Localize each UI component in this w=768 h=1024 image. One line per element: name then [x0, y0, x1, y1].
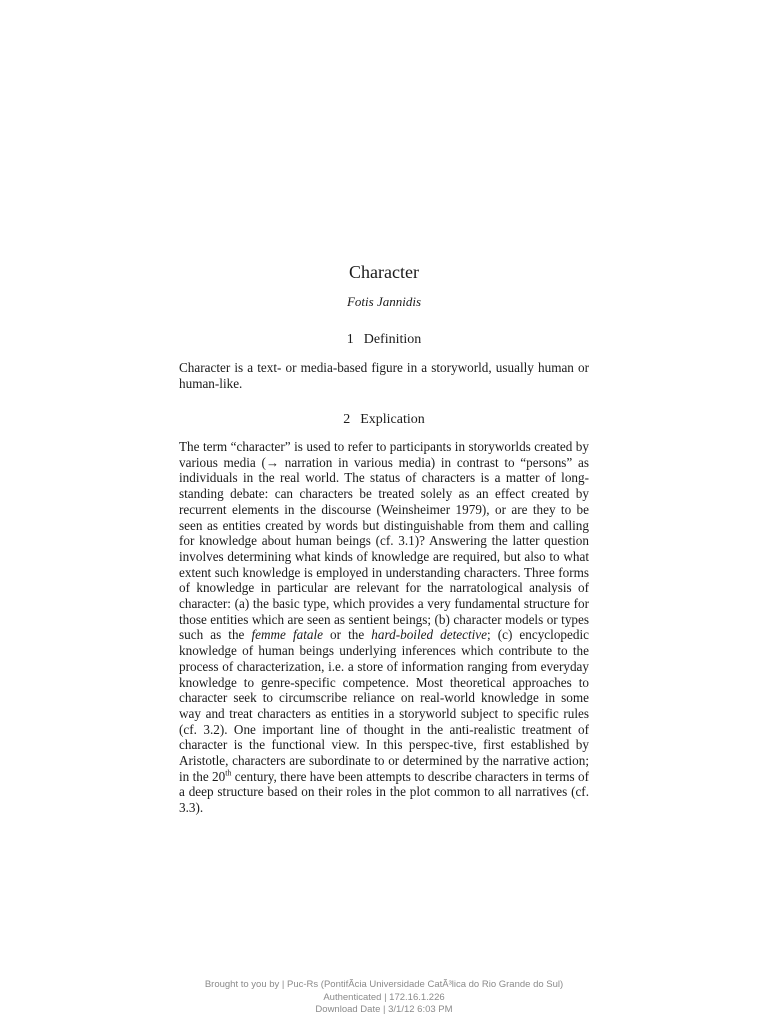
paragraph-text: The term “character” is used to refer to participants in storyworlds created by various media (→ narration in various media) in contrast to “persons” as individuals in the real world. The status of characters is a matter of long-standing debate: can characters be treated solely as an effect created by recurrent elements in the discourse (Weinsheimer 1979), or are they to be seen as entities created by words but distinguishable from them and calling for knowledge about human beings (cf. 3.1)? Answering the latter question involves determining what kinds of knowledge are required, but also to what extent such knowledge is employed in understanding characters. Three forms of knowledge in particular are relevant for the narratological analysis of character: (a) the basic type, which provides a very fundamental structure for those entities which are seen as sentient beings; (b) character models or types such as the	[179, 439, 589, 643]
definition-paragraph: Character is a text- or media-based figure in a storyworld, usually human or human-like.	[179, 360, 589, 391]
document-page	[179, 0, 589, 1024]
section-number: 1	[346, 332, 354, 347]
section-title: Definition	[363, 332, 422, 347]
access-footer	[0, 979, 768, 1017]
section-number: 2	[343, 412, 351, 427]
footer-download-line: Download Date | 3/1/12 6:03 PM	[315, 1004, 453, 1015]
footer-provider-line: Brought to you by | Puc-Rs (PontifÃcia Universidade CatÃ³lica do Rio Grande do Sul)	[204, 979, 564, 990]
paragraph-text: or the	[322, 627, 372, 643]
paragraph-text: ; (c) encyclopedic knowledge of human beings underlying inferences which contribute to the process of characterization, i.e. a store of information ranging from everyday knowledge to genre-specific competence. Most theoretical approaches to character seek to circumscribe reliance on real-world knowledge in some way and treat characters as entities in a storyworld subject to specific rules (cf. 3.2). One important line of thought in the anti-realistic treatment of character is the functional view. In this perspec-tive, first established by Aristotle, characters are subordinate to or determined by the narrative action; in the 20	[179, 627, 589, 784]
ordinal-superscript: th	[225, 768, 232, 778]
emphasis-term: femme fatale	[251, 627, 323, 643]
footer-auth-line: Authenticated | 172.16.1.226	[323, 991, 445, 1003]
explication-paragraph	[179, 439, 589, 816]
paragraph-text: century, there have been attempts to describe characters in terms of a deep structure based on their roles in the plot common to all narratives (cf. 3.3).	[179, 768, 590, 816]
article-author: Fotis Jannidis	[346, 294, 422, 309]
section-heading-definition	[179, 332, 589, 348]
emphasis-term: hard-boiled detective	[371, 627, 487, 643]
section-heading-explication	[179, 412, 589, 428]
section-title: Explication	[360, 412, 425, 427]
article-title: Character	[349, 262, 419, 282]
